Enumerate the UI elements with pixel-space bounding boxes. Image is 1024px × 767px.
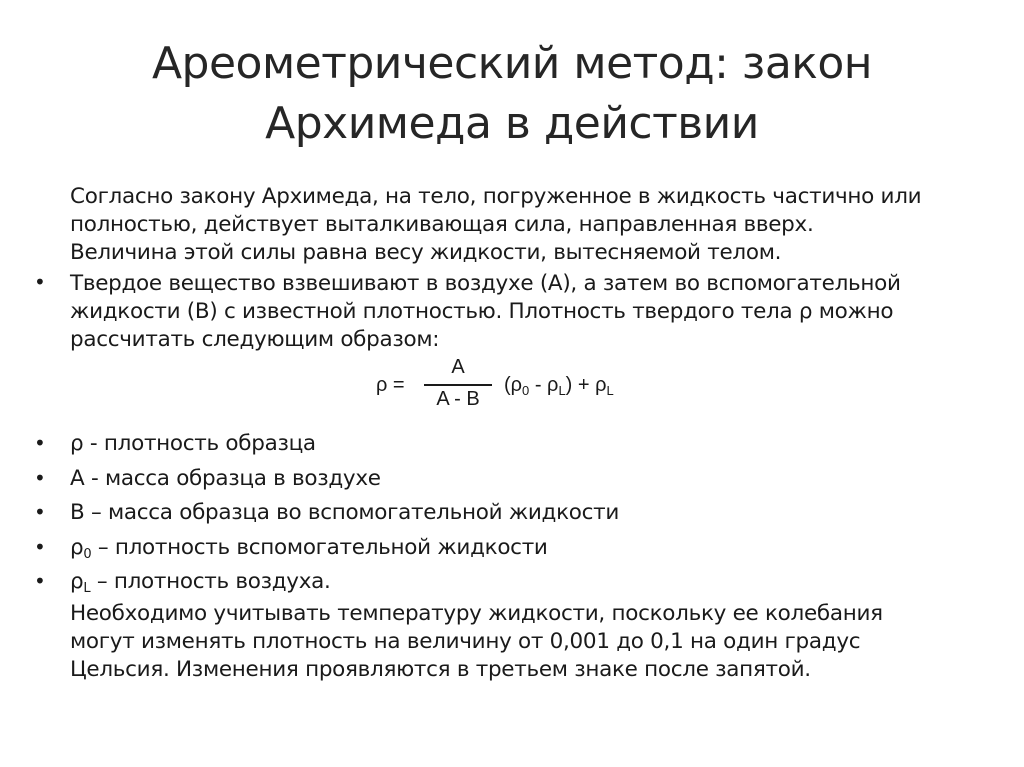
definition-item (70, 465, 970, 500)
formula-sub-L2: L (606, 383, 614, 398)
intro-line-2: полностью, действует выталкивающая сила, направленная вверх. (70, 212, 814, 237)
definition-symbol: ρ (70, 431, 84, 456)
definition-text: - масса образца в воздухе (84, 466, 381, 491)
definition-text: – плотность вспомогательной жидкости (91, 535, 548, 560)
definition-text: – масса образца во вспомогательной жидкости (84, 500, 620, 525)
note-line-3: Цельсия. Изменения проявляются в третьем знаке после запятой. (70, 657, 811, 682)
bullet-icon: • (34, 535, 46, 559)
formula-lhs: ρ = (376, 374, 405, 396)
intro-line-3: Величина этой силы равна весу жидкости, вытесняемой телом. (70, 240, 782, 265)
formula-middle: - ρ (529, 374, 559, 396)
intro-paragraph (70, 183, 980, 267)
definition-sub: L (83, 581, 91, 596)
density-formula (376, 356, 676, 416)
definition-symbol: В (70, 500, 85, 525)
slide-title-line-2: Архимеда в действии (265, 98, 759, 149)
slide-title-line-1: Ареометрический метод: закон (151, 38, 873, 89)
bullet-icon: • (34, 500, 46, 524)
definition-symbol: А (70, 466, 85, 491)
fraction-bar (424, 384, 492, 386)
bullet-icon: • (34, 270, 46, 294)
definition-item (70, 499, 970, 534)
definition-text: - плотность образца (83, 431, 316, 456)
method-line-1: Твердое вещество взвешивают в воздухе (А), а затем во вспомогательной (70, 271, 901, 296)
method-line-2: жидкости (В) с известной плотностью. Плотность твердого тела ρ можно (70, 299, 894, 324)
intro-line-1: Согласно закону Архимеда, на тело, погруженное в жидкость частично или (70, 184, 922, 209)
note-paragraph (70, 600, 980, 684)
bullet-icon: • (34, 569, 46, 593)
definition-item (70, 534, 970, 569)
definition-text: – плотность воздуха. (90, 569, 331, 594)
definition-item (70, 430, 970, 465)
formula-tail: ) + ρ (565, 374, 607, 396)
method-paragraph (70, 270, 980, 354)
formula-denominator: A - B (436, 388, 480, 410)
bullet-icon: • (34, 431, 46, 455)
definition-symbol: ρ (70, 535, 84, 560)
definition-sub: 0 (83, 547, 92, 562)
method-line-3: рассчитать следующим образом: (70, 327, 440, 352)
bullet-icon: • (34, 466, 46, 490)
definition-symbol: ρ (70, 569, 84, 594)
definition-item (70, 568, 970, 603)
slide-title (60, 34, 964, 154)
formula-sub-L: L (558, 383, 566, 398)
note-line-1: Необходимо учитывать температуру жидкости, поскольку ее колебания (70, 601, 883, 626)
formula-rho0: (ρ (504, 374, 523, 396)
formula-numerator: A (451, 356, 465, 378)
formula-sub-0: 0 (522, 383, 530, 398)
note-line-2: могут изменять плотность на величину от 0,001 до 0,1 на один градус (70, 629, 861, 654)
formula-rhs (504, 374, 614, 398)
